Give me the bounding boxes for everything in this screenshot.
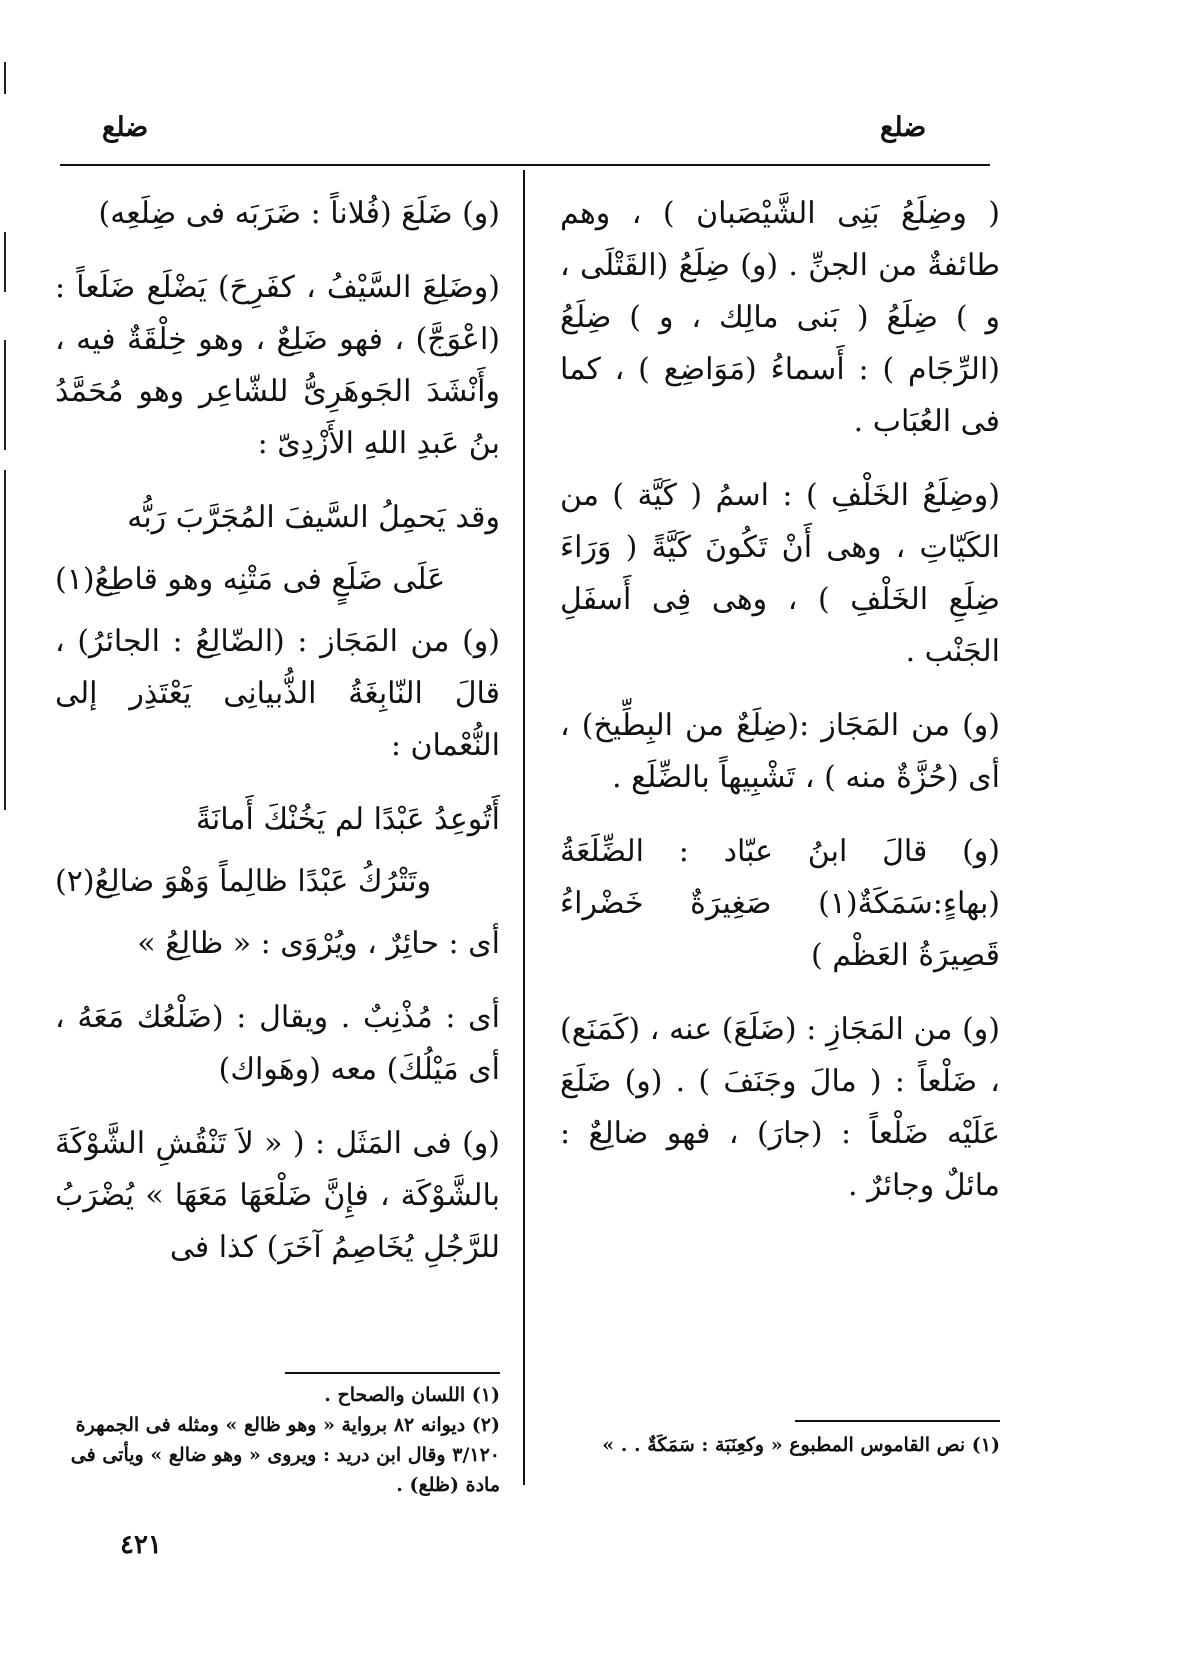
entry-paragraph: (و) قالَ ابنُ عبّاد : الضِّلَعَةُ (بهاءٍ:سَمَكَةٌ(١) صَغِيرَةٌ خَضْراءُ قَصِيرَةُ العَظْم ) bbox=[560, 834, 1000, 973]
scan-edge-mark bbox=[4, 470, 6, 810]
poem-verse-first-hemistich: أَتُوعِدُ عَبْدًا لم يَخُنْكَ أَمانَةً bbox=[195, 802, 500, 837]
entry-paragraph: (و) فى المَثَل : ( « لاَ تَنْقُشِ الشَّوْكَةَ بالشَّوْكَة ، فإِنَّ ضَلْعَهَا مَعَهَا » يُضْرَبُ للرَّجُلِ يُخَاصِمُ آخَرَ) كذا فى bbox=[55, 1126, 500, 1265]
column-divider bbox=[523, 170, 525, 1485]
footnote: (١) نص القاموس المطبوع « وكعِنَبَة : سَمَكَةٌ . . » bbox=[602, 1434, 1000, 1456]
footnote: (١) اللسان والصحاح . bbox=[324, 1384, 500, 1406]
entry-paragraph: (و) من المَجَاز : (الضّالِعُ : الجائرُ) ، قالَ النّابِغَةُ الذُّبيانِى يَعْتَذِر إلى النُّعْمان : bbox=[55, 624, 500, 763]
entry-paragraph: (و) ضَلَعَ (فُلاناً : ضَرَبَه فى ضِلَعِه) bbox=[98, 196, 500, 231]
entry-paragraph: أى : مُذْنِبٌ . ويقال : (ضَلْعُك مَعَهُ ، أى مَيْلُكَ) معه (وهَواك) bbox=[55, 1000, 500, 1087]
poem-verse-second-hemistich: وتَتْرُكُ عَبْدًا ظالِماً وَهْوَ ضالِعُ(٢) bbox=[55, 864, 432, 899]
poem-verse-first-hemistich: وقد يَحمِلُ السَّيفَ المُجَرَّبَ رَبُّه bbox=[127, 500, 500, 535]
entry-paragraph: (و) من المَجَاز :(ضِلَعٌ من البِطِّيخ) ، أى (حُزَّةٌ منه ) ، تَشْبِيهاً بالضِّلَع . bbox=[560, 708, 1000, 795]
footnote-rule bbox=[795, 1420, 1000, 1422]
entry-paragraph: أى : حائِرٌ ، ويُرْوَى : « ظالِعُ » bbox=[137, 926, 500, 961]
running-header-right: ضلع bbox=[880, 112, 927, 143]
entry-paragraph: (وضِلَعُ الخَلْفِ ) : اسمُ ( كَيَّة ) من الكَيّاتِ ، وهى أَنْ تَكُونَ كَيَّةً ( وَرَاءَ ضِلَعِ الخَلْفِ ) ، وهى فِى أَسفَلِ الجَنْب . bbox=[560, 478, 1000, 669]
poem-verse-second-hemistich: عَلَى ضَلَعٍ فى مَتْنِه وهو قاطِعُ(١) bbox=[55, 562, 446, 597]
scan-edge-mark bbox=[4, 232, 6, 292]
header-rule bbox=[60, 164, 990, 166]
entry-paragraph: (و) من المَجَازِ : (ضَلَعَ) عنه ، (كَمَنَع) ، ضَلْعاً : ( مالَ وجَنَفَ ) . (و) ضَلَعَ عَلَيْه ضَلْعاً : (جارَ) ، فهو ضالِعٌ : مائلٌ وجائرٌ . bbox=[560, 1012, 1000, 1203]
right-column bbox=[560, 188, 1000, 1234]
entry-paragraph: (وضَلِعَ السَّيْفُ ، كفَرِحَ) يَضْلَع ضَلَعاً : (اعْوَجَّ) ، فهو ضَلِعٌ ، وهو خِلْقَةٌ فيه ، وأَنْشَدَ الجَوهَرِىُّ للشّاعِر وهو مُحَمَّدُ بنُ عَبدِ اللهِ الأَزْدِىّ : bbox=[55, 270, 500, 461]
page-number: ٤٢١ bbox=[120, 1530, 162, 1560]
left-footnotes bbox=[55, 1380, 500, 1500]
right-footnotes bbox=[560, 1430, 1000, 1460]
footnote-rule bbox=[285, 1372, 500, 1374]
left-column bbox=[55, 188, 500, 1296]
scan-edge-mark bbox=[4, 62, 6, 94]
entry-paragraph: ( وضِلَعُ بَنِى الشَّيْصَبان ) ، وهم طائفةٌ من الجنِّ . (و) ضِلَعُ (القَتْلَى ، و ) ضِلَعُ ( بَنى مالِك ، و ) ضِلَعُ (الرِّجَام ) : أَسماءُ (مَوَاضِع ) ، كما فى العُبَاب . bbox=[560, 196, 1000, 439]
scan-edge-mark bbox=[4, 340, 6, 450]
footnote: (٢) ديوانه ٨٢ برواية « وهو ظالع » ومثله فى الجمهرة ٣/١٢٠ وقال ابن دريد : ويروى « وهو ضالع » ويأتى فى مادة (ظلع) . bbox=[70, 1414, 500, 1496]
running-header-left: ضلع bbox=[102, 112, 149, 143]
